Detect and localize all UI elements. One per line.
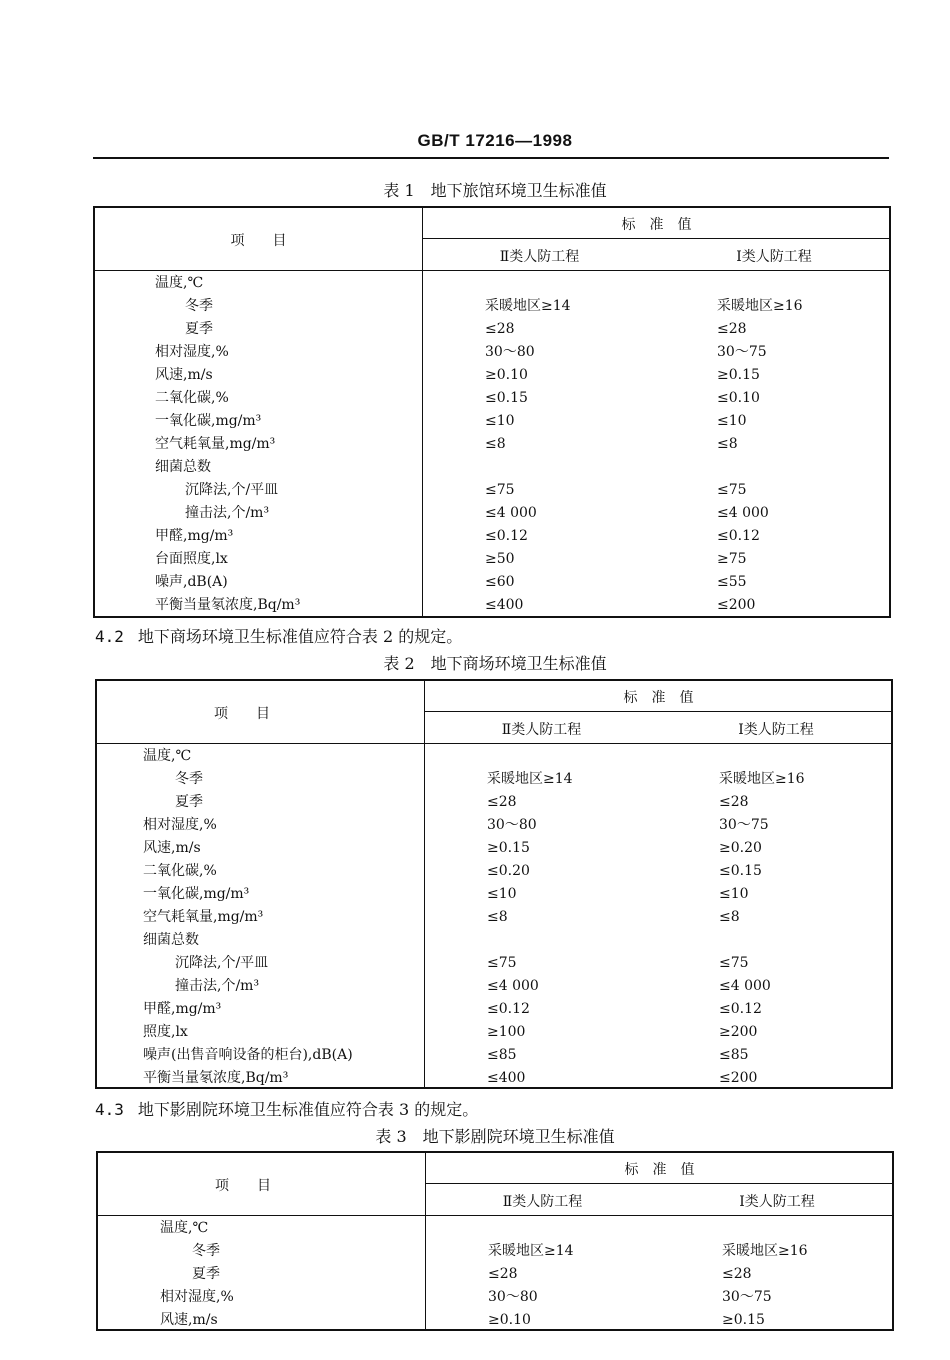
- row-value-class2: ≤0.15: [485, 390, 528, 406]
- row-item-label: 一氧化碳,mg/m³: [143, 886, 250, 902]
- col-header-value: 标 准 值: [621, 217, 692, 233]
- row-item-label: 夏季: [192, 1266, 220, 1282]
- row-value-class1: ≤8: [719, 909, 740, 925]
- table-row: [97, 768, 891, 791]
- table-row: [95, 456, 889, 479]
- table-2: [95, 679, 893, 1089]
- table-row: [97, 814, 891, 837]
- row-value-class1: ≤10: [717, 413, 747, 429]
- row-value-class1: 30～75: [717, 344, 767, 360]
- row-value-class1: ≤85: [719, 1047, 749, 1063]
- table-3-caption: 表 3 地下影剧院环境卫生标准值: [375, 1127, 615, 1146]
- table-row: [95, 272, 889, 295]
- table-row: [95, 341, 889, 364]
- header-bottom-rule: [97, 743, 891, 744]
- row-item-label: 细菌总数: [155, 459, 211, 475]
- row-value-class2: ≤8: [485, 436, 506, 452]
- row-value-class1: ≤0.12: [717, 528, 760, 544]
- table-row: [97, 906, 891, 929]
- table-row: [95, 295, 889, 318]
- row-value-class2: 30～80: [488, 1289, 538, 1305]
- row-item-label: 风速,m/s: [143, 840, 201, 856]
- row-value-class1: ≤28: [719, 794, 749, 810]
- row-item-label: 台面照度,lx: [155, 551, 228, 567]
- col-header-item: 项 目: [230, 233, 287, 249]
- row-value-class1: ≥75: [717, 551, 747, 567]
- table-row: [95, 525, 889, 548]
- row-item-label: 冬季: [192, 1243, 220, 1259]
- row-item-label: 撞击法,个/m³: [185, 505, 270, 521]
- row-item-label: 相对湿度,%: [155, 344, 229, 360]
- row-item-label: 撞击法,个/m³: [175, 978, 260, 994]
- row-value-class2: ≤4 000: [485, 505, 537, 521]
- row-value-class1: ≥0.20: [719, 840, 762, 856]
- table-1-caption: 表 1 地下旅馆环境卫生标准值: [383, 181, 607, 200]
- header-rule: [93, 157, 889, 159]
- table-row: [97, 952, 891, 975]
- table-row: [95, 548, 889, 571]
- row-item-label: 细菌总数: [143, 932, 199, 948]
- header-divider: [422, 238, 889, 239]
- header-bottom-rule: [95, 270, 889, 271]
- col-header-class2: Ⅱ类人防工程: [502, 1194, 583, 1210]
- row-item-label: 空气耗氧量,mg/m³: [155, 436, 276, 452]
- row-value-class2: ≤85: [487, 1047, 517, 1063]
- col-header-value: 标 准 值: [623, 690, 694, 706]
- row-item-label: 噪声,dB(A): [155, 574, 228, 590]
- row-value-class2: ≤400: [487, 1070, 526, 1086]
- standard-code: GB/T 17216—1998: [417, 131, 573, 150]
- row-value-class2: ≤0.20: [487, 863, 530, 879]
- table-row: [97, 883, 891, 906]
- row-value-class2: ≥100: [487, 1024, 526, 1040]
- header-divider: [424, 711, 891, 712]
- table-row: [97, 998, 891, 1021]
- row-value-class2: ≤75: [485, 482, 515, 498]
- table-row: [97, 1067, 891, 1090]
- col-header-class1: Ⅰ类人防工程: [738, 722, 814, 738]
- col-header-class2: Ⅱ类人防工程: [501, 722, 582, 738]
- row-value-class2: ≥0.10: [485, 367, 528, 383]
- row-value-class1: ≤28: [722, 1266, 752, 1282]
- table-row: [97, 1044, 891, 1067]
- row-item-label: 照度,lx: [143, 1024, 188, 1040]
- row-value-class2: ≤0.12: [487, 1001, 530, 1017]
- header-bottom-rule: [98, 1215, 892, 1216]
- row-value-class1: ≤200: [719, 1070, 758, 1086]
- row-value-class1: 30～75: [722, 1289, 772, 1305]
- table-row: [95, 594, 889, 617]
- row-value-class2: 30～80: [485, 344, 535, 360]
- table-row: [95, 364, 889, 387]
- row-value-class2: ≤10: [487, 886, 517, 902]
- col-header-value: 标 准 值: [624, 1162, 695, 1178]
- row-item-label: 风速,m/s: [155, 367, 213, 383]
- row-value-class1: ≤8: [717, 436, 738, 452]
- row-value-class1: ≤75: [717, 482, 747, 498]
- row-value-class1: 采暖地区≥16: [722, 1243, 808, 1259]
- table-row: [97, 745, 891, 768]
- row-value-class1: ≥0.15: [717, 367, 760, 383]
- row-item-label: 沉降法,个/平皿: [175, 955, 269, 971]
- col-header-item: 项 目: [215, 1178, 271, 1194]
- row-value-class2: ≥50: [485, 551, 515, 567]
- table-row: [98, 1309, 892, 1332]
- table-row: [95, 502, 889, 525]
- row-item-label: 甲醛,mg/m³: [155, 528, 234, 544]
- row-value-class1: ≤4 000: [717, 505, 769, 521]
- header-divider: [425, 1183, 892, 1184]
- table-row: [98, 1217, 892, 1240]
- table-row: [97, 860, 891, 883]
- table-row: [95, 433, 889, 456]
- section-text: 地下影剧院环境卫生标准值应符合表 3 的规定。: [137, 1100, 479, 1119]
- table-row: [95, 318, 889, 341]
- row-value-class1: ≤28: [717, 321, 747, 337]
- section-number: 4.2: [95, 627, 124, 646]
- row-item-label: 一氧化碳,mg/m³: [155, 413, 262, 429]
- row-item-label: 夏季: [185, 321, 213, 337]
- row-value-class2: ≤28: [488, 1266, 518, 1282]
- table-row: [97, 1021, 891, 1044]
- row-item-label: 二氧化碳,%: [155, 390, 229, 406]
- section-4-2: [95, 624, 462, 647]
- table-row: [97, 837, 891, 860]
- table-row: [98, 1286, 892, 1309]
- row-value-class1: ≤75: [719, 955, 749, 971]
- row-value-class2: 采暖地区≥14: [488, 1243, 574, 1259]
- col-header-class1: Ⅰ类人防工程: [736, 249, 812, 265]
- row-value-class1: 采暖地区≥16: [717, 298, 803, 314]
- section-4-3: [95, 1097, 478, 1120]
- table-row: [95, 410, 889, 433]
- table-3: [96, 1151, 894, 1331]
- row-item-label: 冬季: [185, 298, 213, 314]
- row-item-label: 夏季: [175, 794, 203, 810]
- row-value-class2: 采暖地区≥14: [485, 298, 571, 314]
- table-row: [98, 1240, 892, 1263]
- row-value-class1: ≥0.15: [722, 1312, 765, 1328]
- table-1: [93, 206, 891, 618]
- row-value-class1: 30～75: [719, 817, 769, 833]
- row-value-class1: ≤0.15: [719, 863, 762, 879]
- table-row: [95, 571, 889, 594]
- table-row: [97, 791, 891, 814]
- row-item-label: 空气耗氧量,mg/m³: [143, 909, 264, 925]
- row-value-class2: ≤4 000: [487, 978, 539, 994]
- row-value-class1: ≤55: [717, 574, 747, 590]
- table-2-caption: 表 2 地下商场环境卫生标准值: [383, 654, 607, 673]
- row-value-class1: ≤10: [719, 886, 749, 902]
- row-item-label: 相对湿度,%: [160, 1289, 234, 1305]
- row-value-class1: ≤200: [717, 597, 756, 613]
- table-row: [97, 975, 891, 998]
- row-item-label: 噪声(出售音响设备的柜台),dB(A): [143, 1047, 353, 1063]
- col-header-class2: Ⅱ类人防工程: [499, 249, 580, 265]
- row-value-class1: 采暖地区≥16: [719, 771, 805, 787]
- row-item-label: 温度,℃: [143, 748, 192, 764]
- row-value-class1: ≤0.12: [719, 1001, 762, 1017]
- row-value-class2: ≥0.10: [488, 1312, 531, 1328]
- row-value-class1: ≥200: [719, 1024, 758, 1040]
- row-value-class2: ≥0.15: [487, 840, 530, 856]
- col-header-class1: Ⅰ类人防工程: [739, 1194, 815, 1210]
- row-value-class2: ≤10: [485, 413, 515, 429]
- row-item-label: 风速,m/s: [160, 1312, 218, 1328]
- row-item-label: 平衡当量氡浓度,Bq/m³: [155, 597, 301, 613]
- row-value-class2: ≤0.12: [485, 528, 528, 544]
- row-value-class2: 采暖地区≥14: [487, 771, 573, 787]
- row-item-label: 二氧化碳,%: [143, 863, 217, 879]
- row-value-class2: ≤75: [487, 955, 517, 971]
- row-value-class1: ≤4 000: [719, 978, 771, 994]
- section-text: 地下商场环境卫生标准值应符合表 2 的规定。: [137, 627, 463, 646]
- row-item-label: 甲醛,mg/m³: [143, 1001, 222, 1017]
- table-row: [95, 479, 889, 502]
- row-value-class2: ≤28: [485, 321, 515, 337]
- row-item-label: 温度,℃: [155, 275, 204, 291]
- row-value-class2: ≤60: [485, 574, 515, 590]
- row-value-class1: ≤0.10: [717, 390, 760, 406]
- row-item-label: 温度,℃: [160, 1220, 209, 1236]
- row-item-label: 平衡当量氡浓度,Bq/m³: [143, 1070, 289, 1086]
- row-item-label: 冬季: [175, 771, 203, 787]
- row-value-class2: ≤400: [485, 597, 524, 613]
- row-value-class2: ≤8: [487, 909, 508, 925]
- col-header-item: 项 目: [214, 706, 270, 722]
- table-row: [97, 929, 891, 952]
- row-value-class2: ≤28: [487, 794, 517, 810]
- section-number: 4.3: [95, 1100, 124, 1119]
- row-value-class2: 30～80: [487, 817, 537, 833]
- table-row: [98, 1263, 892, 1286]
- row-item-label: 相对湿度,%: [143, 817, 217, 833]
- table-row: [95, 387, 889, 410]
- row-item-label: 沉降法,个/平皿: [185, 482, 279, 498]
